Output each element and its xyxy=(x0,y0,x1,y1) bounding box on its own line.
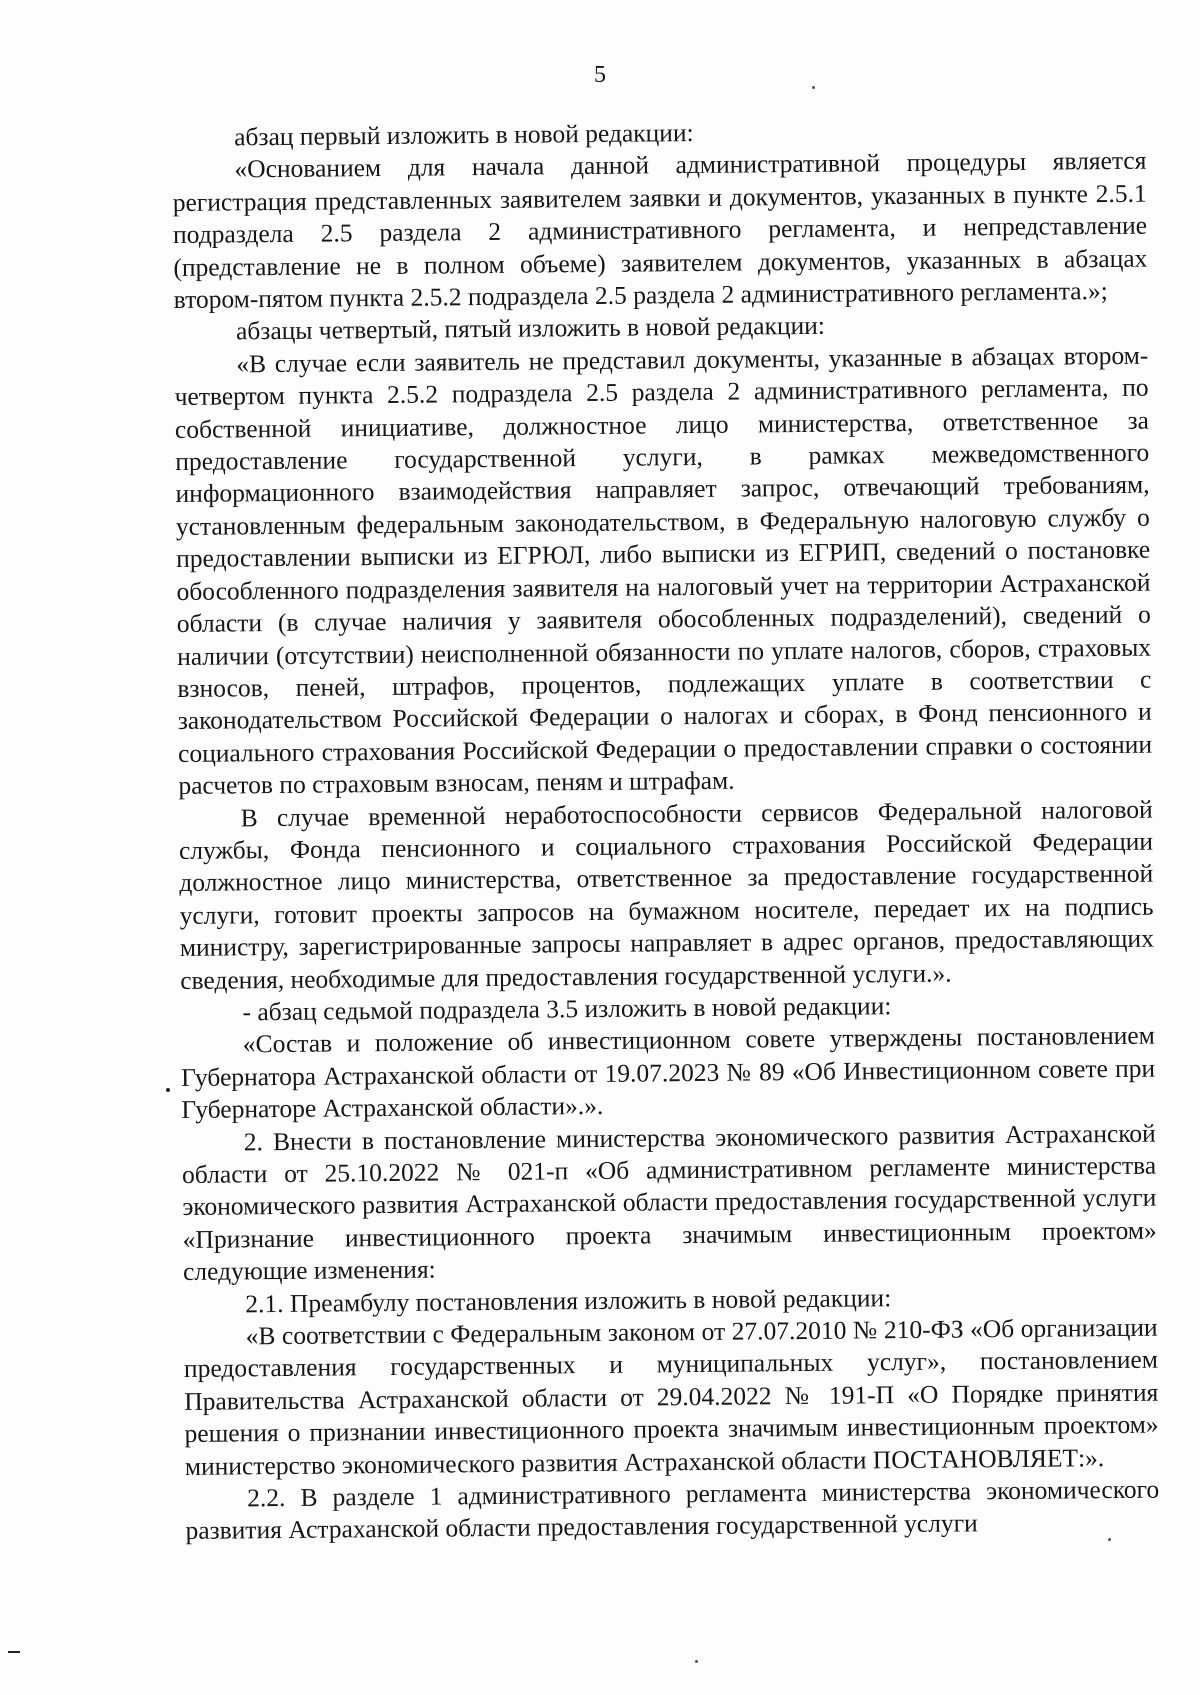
page-number: 5 xyxy=(594,62,606,88)
document-body xyxy=(172,113,1160,1548)
scan-speck xyxy=(695,1660,698,1663)
paragraph-1: абзац первый изложить в новой редакции: xyxy=(234,117,694,152)
paragraph-3: абзацы четвертый, пятый изложить в новой редакции: xyxy=(235,311,826,346)
paragraph-9: 2.1. Преамбулу постановления изложить в новой редакции: xyxy=(245,1282,892,1318)
scan-speck xyxy=(1108,1538,1111,1541)
paragraph-2: «Основанием для начала данной административной процедуры является регистрация представленных заявителем заявки и документов, указанных в пункте 2.5.1 подраздела 2.5 раздела 2 административного регламента, и непредставление (представление не в полном объеме) заявителем документов, указанных в абзацах втором-пятом пункта 2.5.2 подраздела 2.5 раздела 2 административного регламента.»; xyxy=(172,146,1148,315)
paragraph-6: - абзац седьмой подраздела 3.5 изложить в новой редакции: xyxy=(242,991,892,1027)
scan-speck xyxy=(812,86,815,89)
paragraph-5: В случае временной неработоспособности сервисов Федеральной налоговой службы, Фонда пенсионного и социального страхования Российской Федерации должностное лицо министерства, ответственное за предоставление государственной услуги, готовит проекты запросов на бумажном носителе, передает их на подпись министру, зарегистрированные запросы направляет в адрес органов, предоставляющих сведения, необходимые для предоставления государственной услуги.». xyxy=(178,794,1155,995)
paragraph-7: «Состав и положение об инвестиционном совете утверждены постановлением Губернатора Астраханской области от 19.07.2023 № 89 «Об Инвестиционном совете при Губернаторе Астраханской области».». xyxy=(181,1020,1156,1125)
paragraph-11: 2.2. В разделе 1 административного регламента министерства экономического развития Астраханской области предоставления государственной услуги xyxy=(185,1474,1160,1546)
margin-dot xyxy=(166,1088,170,1092)
paragraph-10: «В соответствии с Федеральным законом от 27.07.2010 № 210-ФЗ «Об организации предоставления государственных и муниципальных услуг», постановлением Правительства Астраханской области от 29.04.2022 № 191-П «О Порядке принятия решения о признании инвестиционного проекта значимым инвестиционным проектом» министерство экономического развития Астраханской области ПОСТАНОВЛЯЕТ:». xyxy=(183,1312,1159,1481)
paragraph-4: «В случае если заявитель не представил документы, указанные в абзацах втором-четвертом пункта 2.5.2 подраздела 2.5 раздела 2 административного регламента, по собственной инициативе, должностное лицо министерства, ответственное за предоставление государственной услуги, в рамках межведомственного информационного взаимодействия направляет запрос, отвечающий требованиям, установленным федеральным законодательством, в Федеральную налоговую службу о предоставлении выписки из ЕГРЮЛ, либо выписки из ЕГРИП, сведений о постановке обособленного подразделения заявителя на налоговый учет на территории Астраханской области (в случае наличия у заявителя обособленных подразделений), сведений о наличии (отсутствии) неисполненной обязанности по уплате налогов, сборов, страховых взносов, пеней, штрафов, процентов, подлежащих уплате в соответствии с законодательством Российской Федерации о налогах и сборах, в Фонд пенсионного и социального страхования Российской Федерации о предоставлении справки о состоянии расчетов по страховым взносам, пеням и штрафам. xyxy=(174,340,1153,801)
paragraph-8: 2. Внести в постановление министерства экономического развития Астраханской области от 25.10.2022 № 021-п «Об административном регламенте министерства экономического развития Астраханской области предоставления государственной услуги «Признание инвестиционного проекта значимым инвестиционным проектом» следующие изменения: xyxy=(181,1118,1157,1287)
margin-dash xyxy=(8,1651,20,1653)
